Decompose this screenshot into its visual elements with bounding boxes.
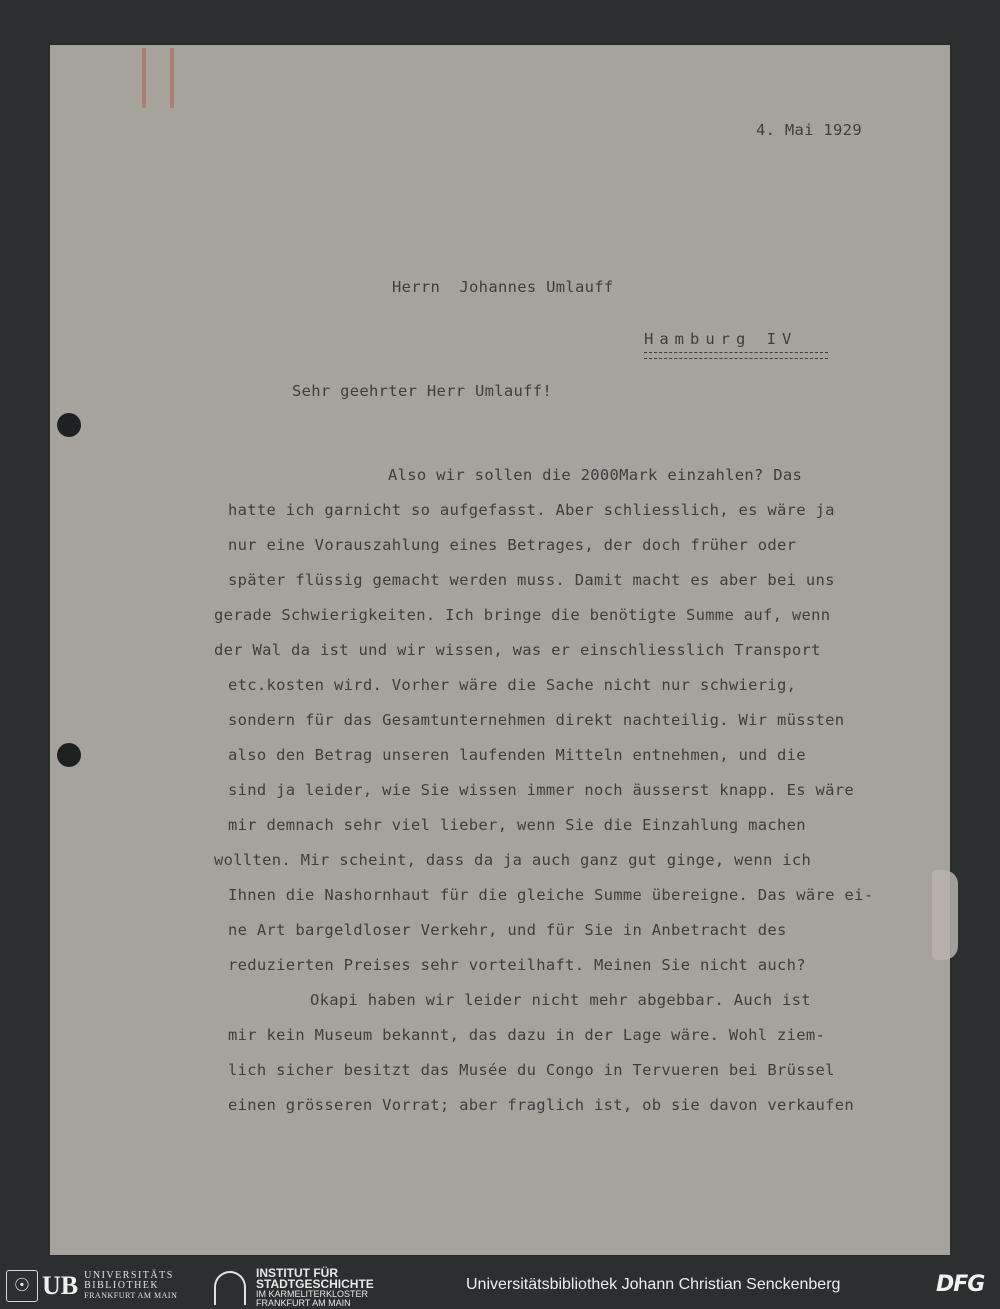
body-line: etc.kosten wird. Vorher wäre die Sache nicht nur schwierig,: [228, 676, 797, 694]
isg-logo-line: IM KARMELITERKLOSTER: [256, 1289, 369, 1299]
isg-logo-text: [256, 1268, 374, 1308]
arch-icon: [214, 1271, 246, 1305]
ub-logo-line: BIBLIOTHEK: [84, 1280, 160, 1291]
body-line: sondern für das Gesamtunternehmen direkt nachteilig. Wir müssten: [228, 711, 845, 729]
ub-logo-line: FRANKFURT AM MAIN: [84, 1291, 178, 1300]
body-line: Okapi haben wir leider nicht mehr abgebbar. Auch ist: [310, 991, 811, 1009]
punch-hole: [57, 743, 81, 767]
body-line: später flüssig gemacht werden muss. Damit macht es aber bei uns: [228, 571, 835, 589]
body-line: reduzierten Preises sehr vorteilhaft. Meinen Sie nicht auch?: [228, 956, 806, 974]
rust-mark: [170, 48, 174, 108]
ub-logo[interactable]: [6, 1270, 177, 1302]
isg-logo-line: STADTGESCHICHTE: [256, 1277, 374, 1291]
body-line: nur eine Vorauszahlung eines Betrages, der doch früher oder: [228, 536, 797, 554]
ub-logo-letters: UB: [42, 1271, 79, 1300]
punch-hole: [57, 413, 81, 437]
letter-addressee: Herrn Johannes Umlauff: [392, 278, 614, 296]
body-line: Ihnen die Nashornhaut für die gleiche Summe übereigne. Das wäre ei-: [228, 886, 874, 904]
body-line: einen grösseren Vorrat; aber fraglich ist, ob sie davon verkaufen: [228, 1096, 855, 1114]
body-line: Also wir sollen die 2000Mark einzahlen? Das: [388, 466, 803, 484]
letter-date: 4. Mai 1929: [756, 121, 862, 139]
letter-city: Hamburg IV: [644, 330, 798, 348]
isg-logo-line: INSTITUT FÜR: [256, 1266, 338, 1280]
isg-logo-line: FRANKFURT AM MAIN: [256, 1298, 351, 1308]
body-line: ne Art bargeldloser Verkehr, und für Sie in Anbetracht des: [228, 921, 787, 939]
letter-salutation: Sehr geehrter Herr Umlauff!: [292, 382, 553, 400]
body-line: wollten. Mir scheint, dass da ja auch ganz gut ginge, wenn ich: [214, 851, 812, 869]
body-line: also den Betrag unseren laufenden Mitteln entnehmen, und die: [228, 746, 806, 764]
isg-logo[interactable]: [214, 1268, 374, 1308]
body-line: mir demnach sehr viel lieber, wenn Sie die Einzahlung machen: [228, 816, 806, 834]
ub-logo-line: UNIVERSITÄTS: [84, 1270, 174, 1281]
paper-torn-edge: [932, 870, 958, 960]
bust-seal-icon: ☉: [6, 1270, 38, 1302]
body-line: hatte ich garnicht so aufgefasst. Aber schliesslich, es wäre ja: [228, 501, 835, 519]
body-line: lich sicher besitzt das Musée du Congo in Tervueren bei Brüssel: [228, 1061, 835, 1079]
ub-logo-text: [84, 1271, 177, 1301]
city-double-underline: [644, 352, 828, 359]
body-line: der Wal da ist und wir wissen, was er einschliesslich Transport: [214, 641, 821, 659]
footer-library-name[interactable]: Universitätsbibliothek Johann Christian Senckenberg: [466, 1276, 841, 1293]
body-line: sind ja leider, wie Sie wissen immer noch äusserst knapp. Es wäre: [228, 781, 855, 799]
dfg-logo[interactable]: DFG: [936, 1272, 985, 1297]
body-line: mir kein Museum bekannt, das dazu in der Lage wäre. Wohl ziem-: [228, 1026, 826, 1044]
viewer-footer: [0, 1262, 1000, 1309]
rust-mark: [142, 48, 146, 108]
body-line: gerade Schwierigkeiten. Ich bringe die benötigte Summe auf, wenn: [214, 606, 831, 624]
